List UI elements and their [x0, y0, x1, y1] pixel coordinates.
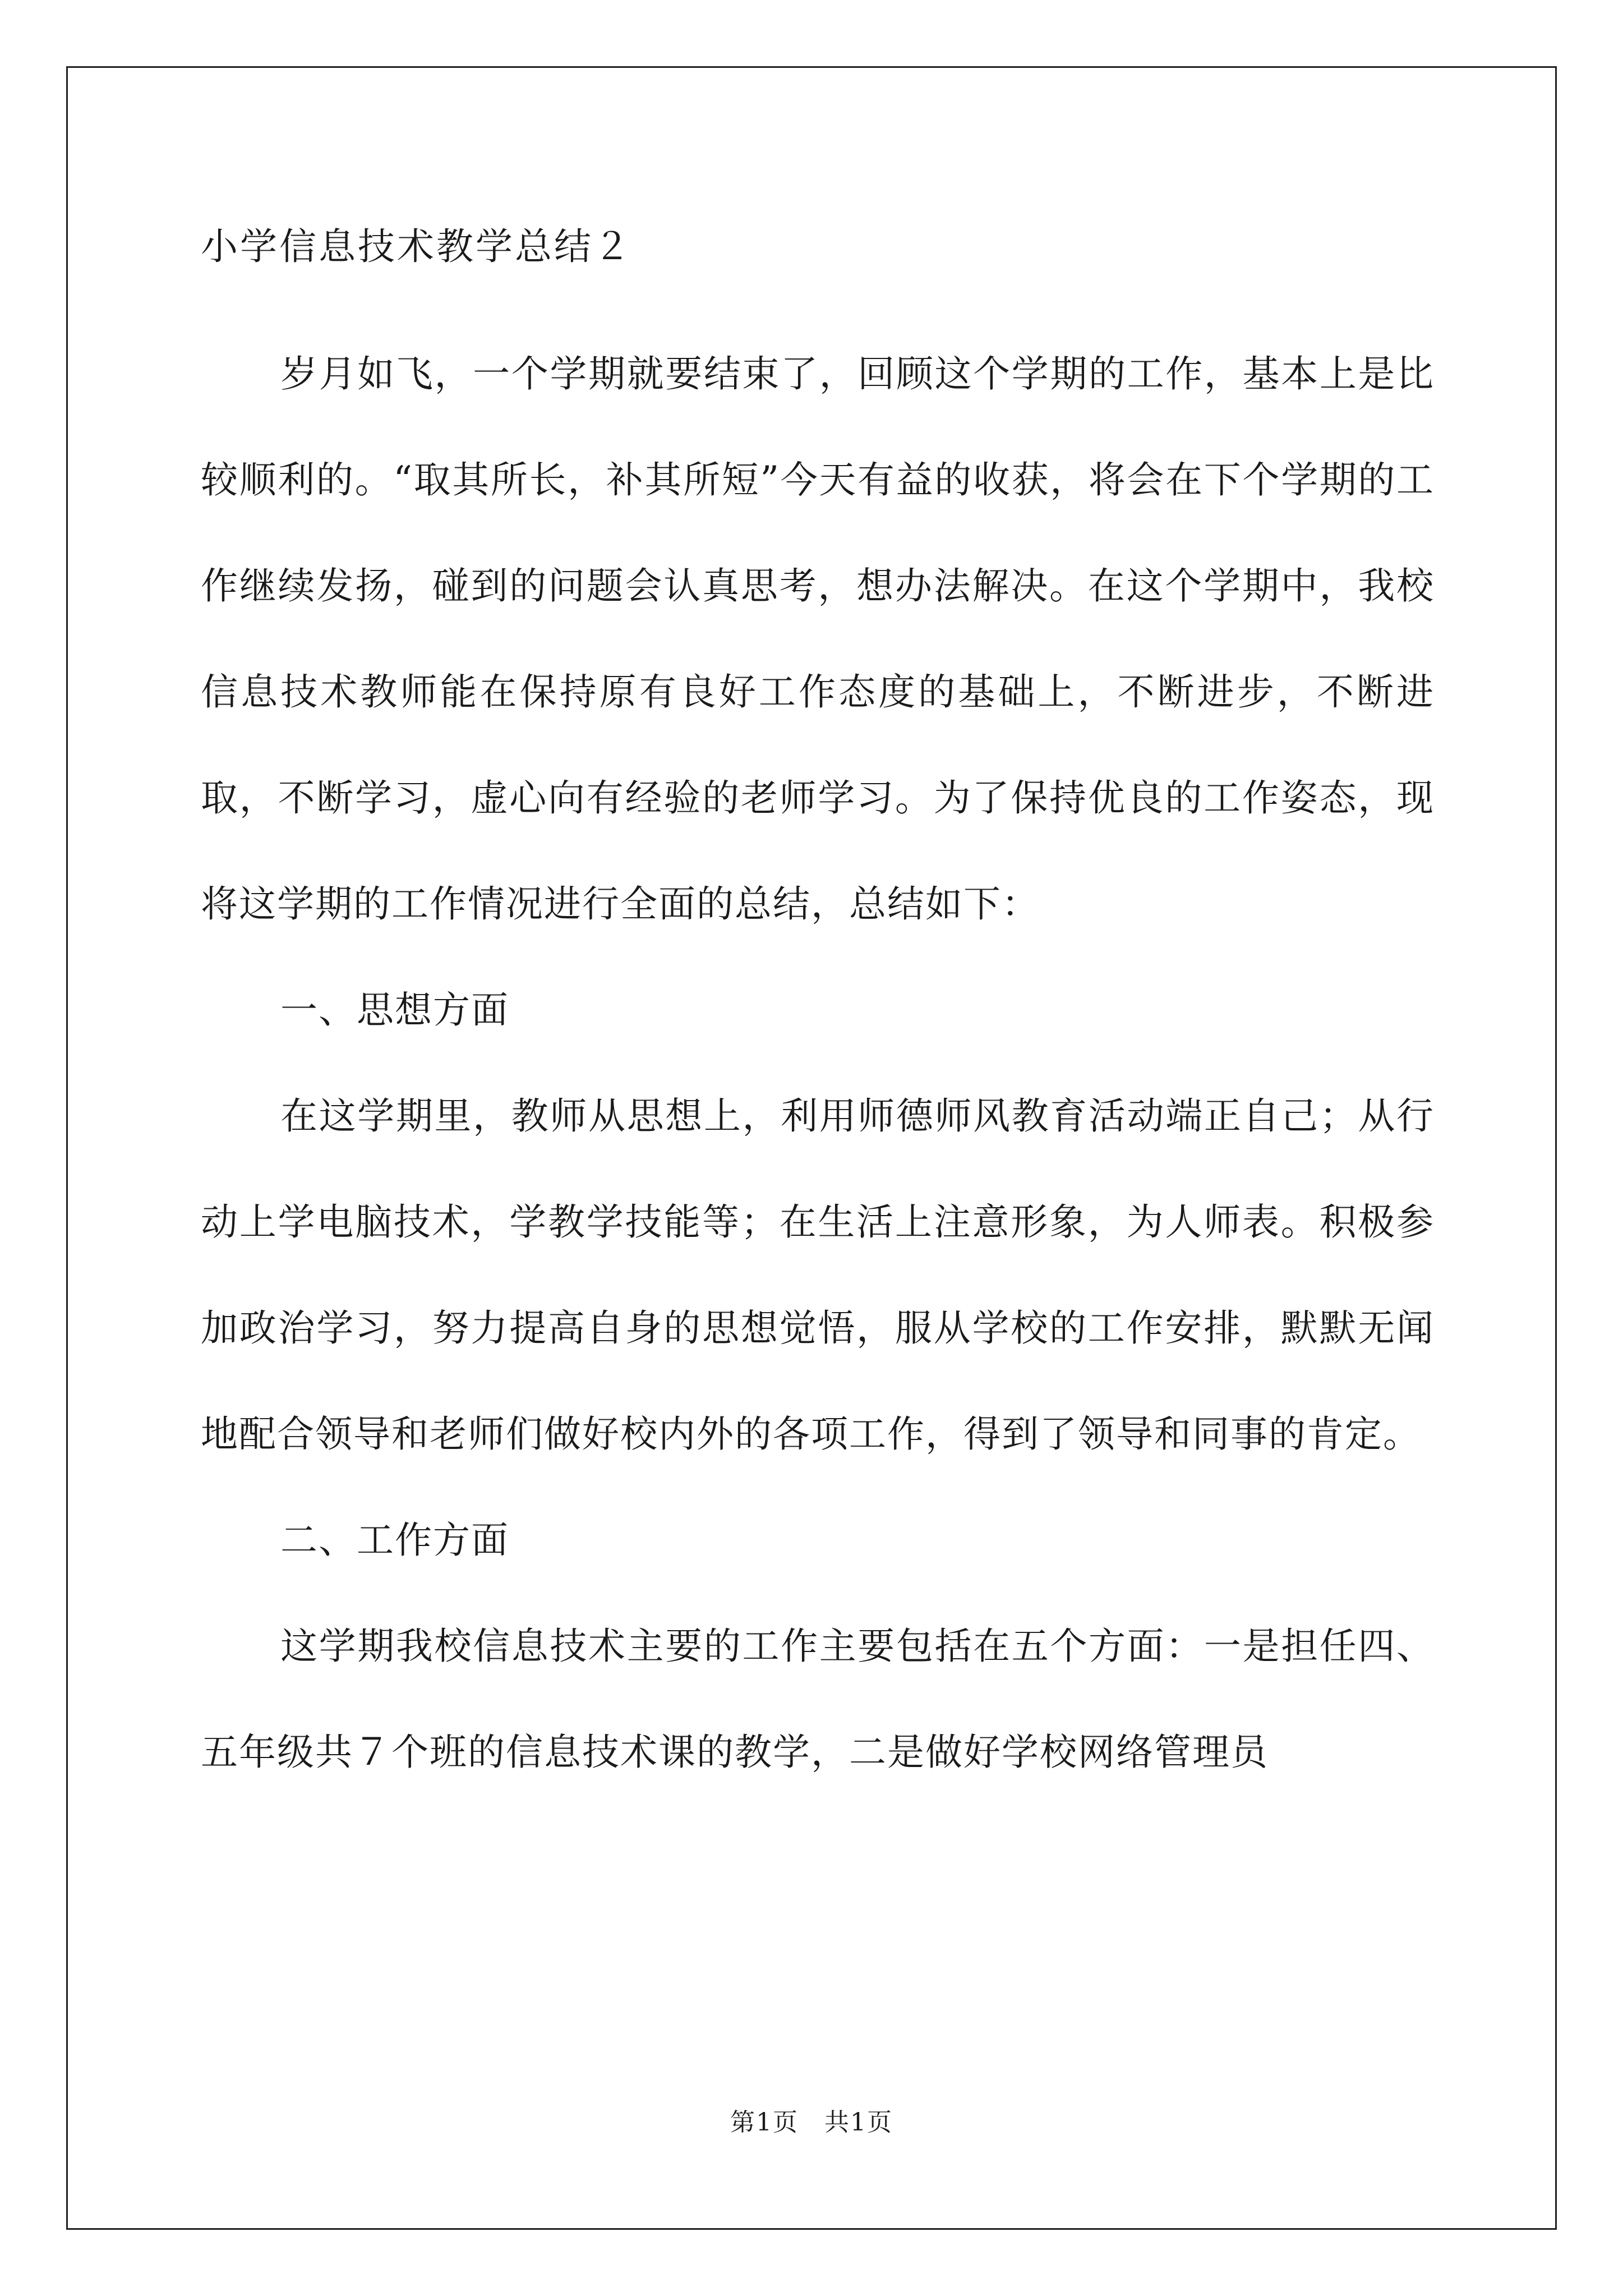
document-title: 小学信息技术教学总结２ [201, 225, 633, 268]
paragraph-intro: 岁月如飞，一个学期就要结束了，回顾这个学期的工作，基本上是比较顺利的。“取其所长，补其所短”今天有益的收获，将会在下个学期的工作继续发扬，碰到的问题会认真思考，想办法解决。在这个学期中，我校信息技术教师能在保持原有良好工作态度的基础上，不断进步，不断进取，不断学习，虚心向有经验的老师学习。为了保持优良的工作姿态，现将这学期的工作情况进行全面的总结，总结如下： [201, 352, 1435, 926]
paragraph-work: 这学期我校信息技术主要的工作主要包括在五个方面：一是担任四、五年级共７个班的信息技术课的教学，二是做好学校网络管理员 [201, 1625, 1435, 1774]
document-body [201, 213, 1435, 1805]
section-heading-work: 二、工作方面 [280, 1519, 509, 1562]
section-heading-thought: 一、思想方面 [280, 988, 509, 1032]
paragraph-thought: 在这学期里，教师从思想上，利用师德师风教育活动端正自己；从行动上学电脑技术，学教学技能等；在生活上注意形象，为人师表。积极参加政治学习，努力提高自身的思想觉悟，服从学校的工作安排，默默无闻地配合领导和老师们做好校内外的各项工作，得到了领导和同事的肯定。 [201, 1094, 1435, 1456]
page-footer: 第1页 共1页 [730, 2108, 893, 2137]
